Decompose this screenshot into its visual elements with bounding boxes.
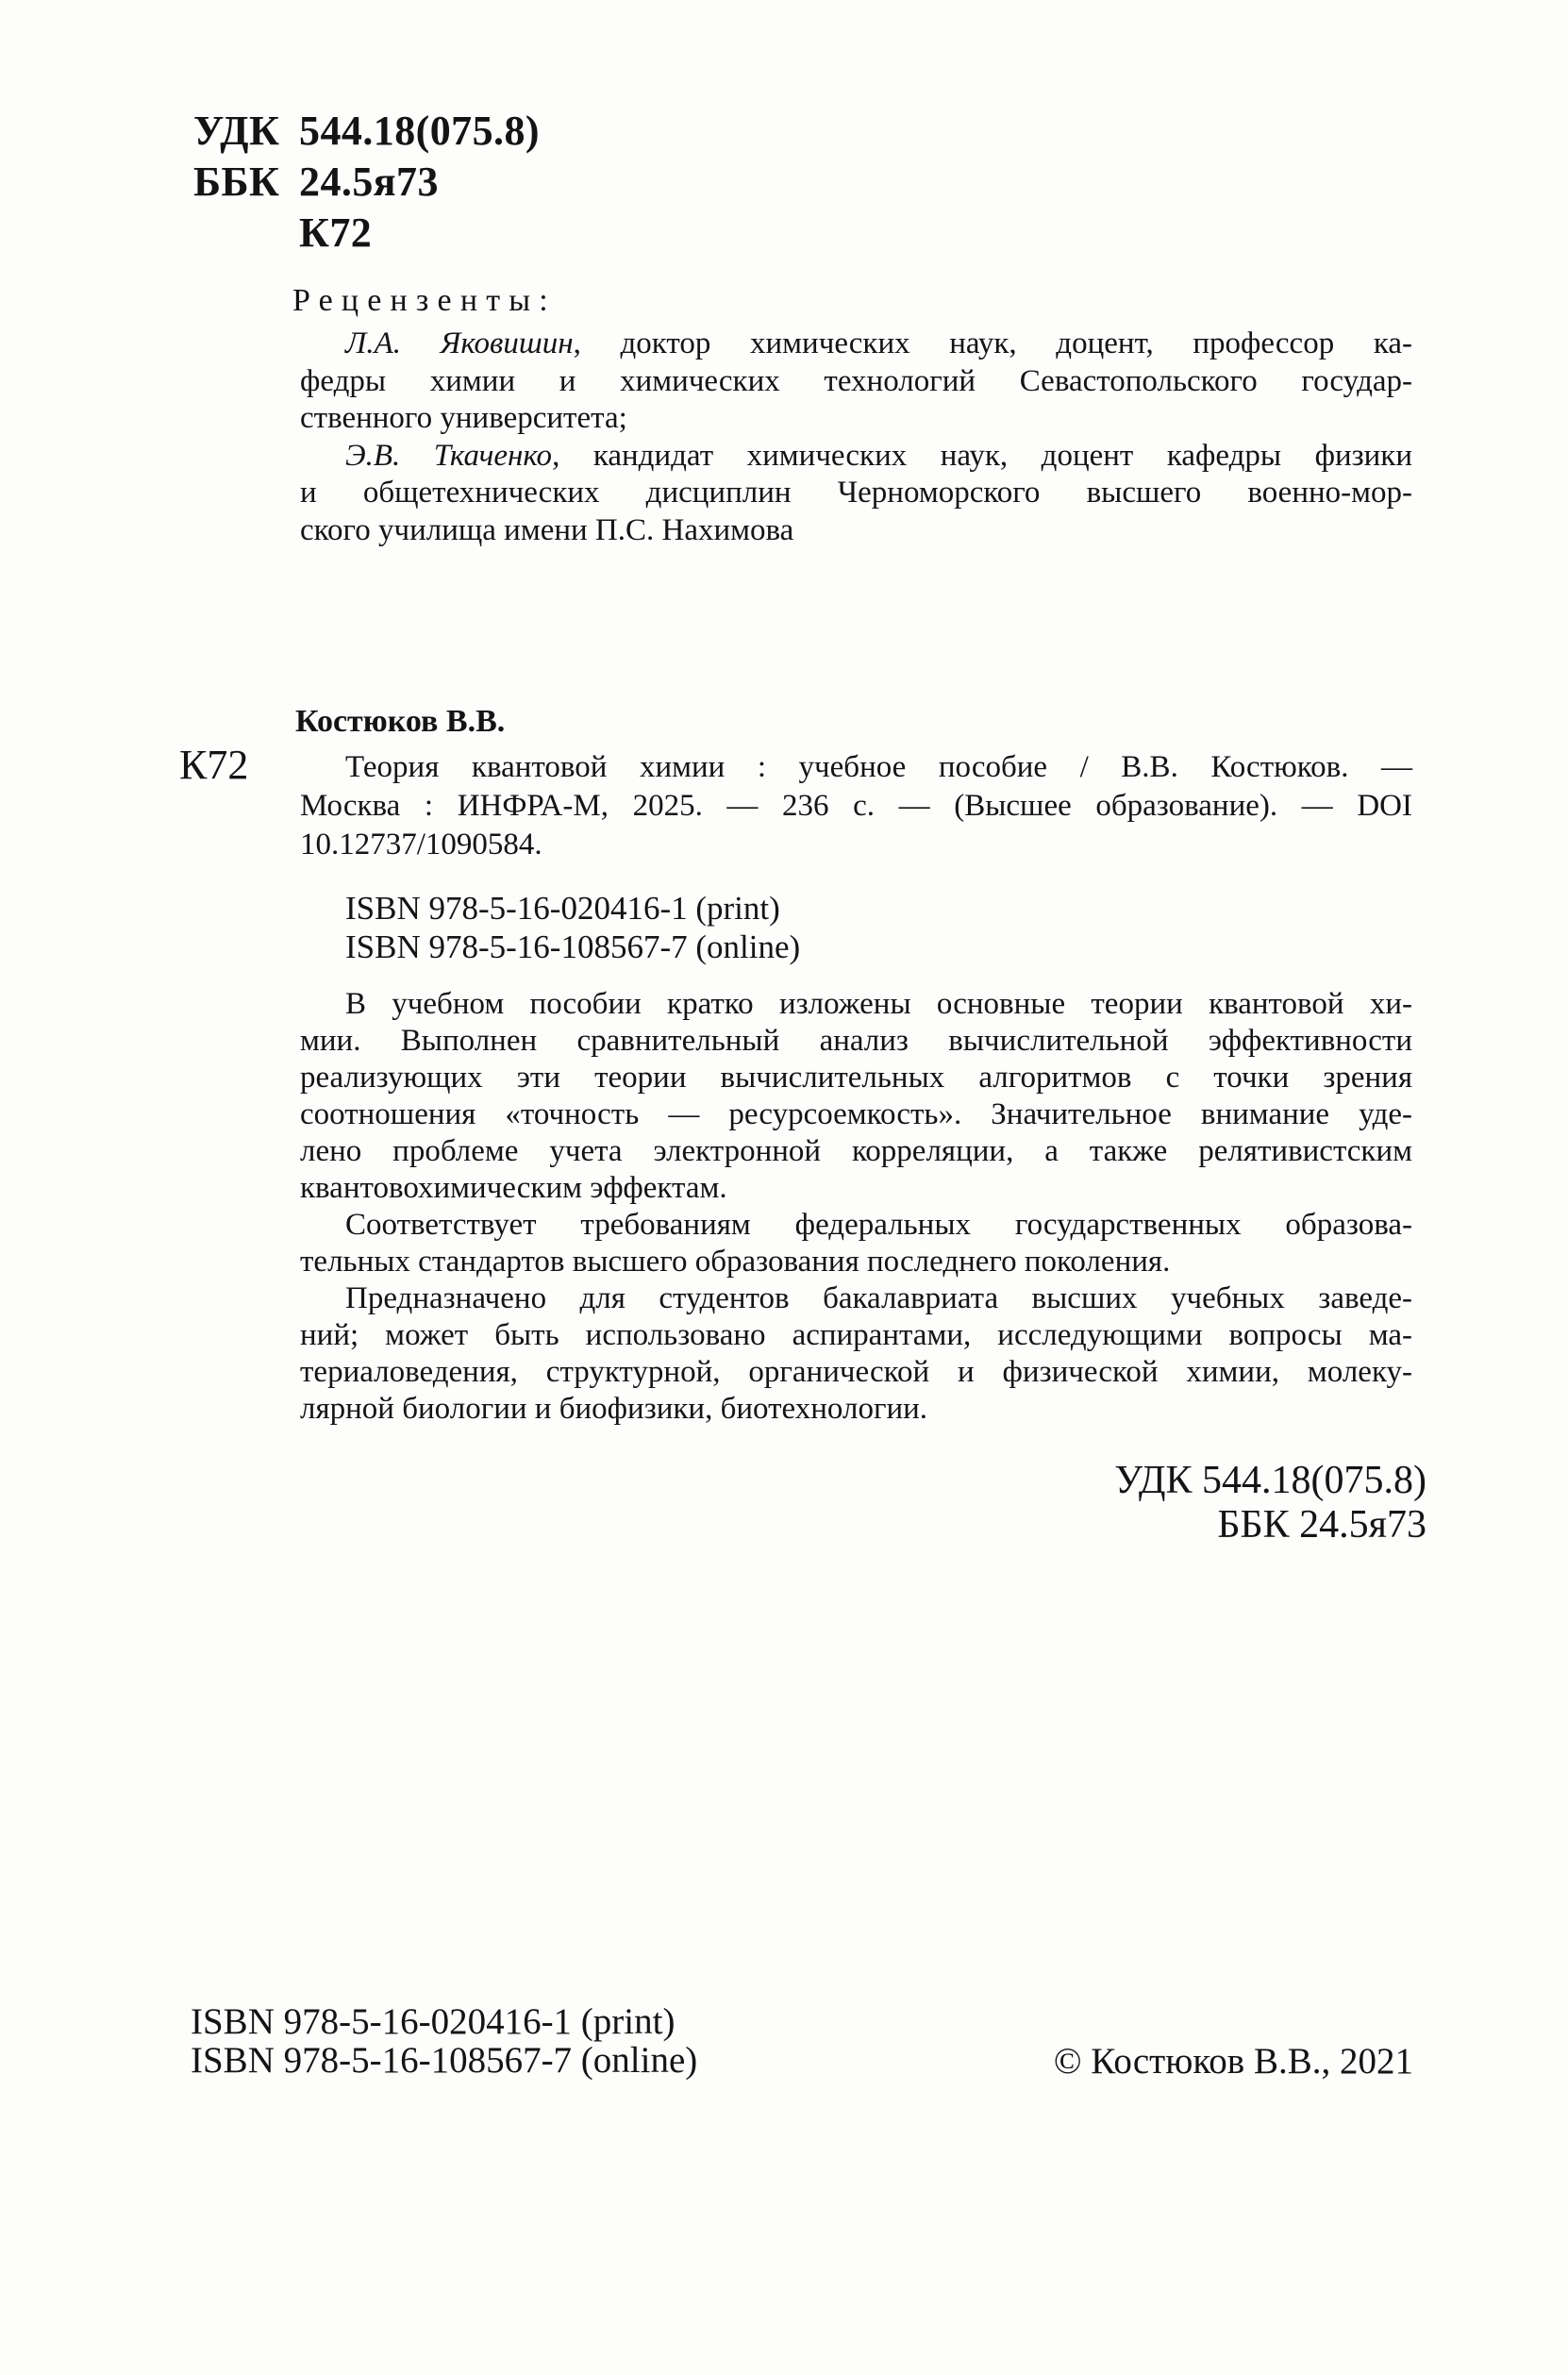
author-mark: К72 bbox=[299, 209, 373, 256]
text-line: квантовохимическим эффектам. bbox=[300, 1171, 727, 1205]
text-line: ISBN 978-5-16-020416-1 (print) bbox=[191, 2001, 676, 2042]
card-isbn-block bbox=[345, 890, 800, 966]
classification-codes-block bbox=[193, 106, 540, 259]
text-line: Л.А. Яковишин, доктор химических наук, доцент, профессор ка- bbox=[345, 326, 1412, 360]
text-line: В учебном пособии кратко изложены основные теории квантовой хи- bbox=[345, 987, 1412, 1021]
paragraph bbox=[300, 326, 1412, 438]
reviewers-heading: Рецензенты: bbox=[292, 283, 557, 318]
udc-bbk-right-block bbox=[1114, 1459, 1426, 1547]
text-line: 10.12737/1090584. bbox=[300, 828, 542, 861]
reviewers-list bbox=[300, 326, 1412, 549]
paragraph bbox=[300, 438, 1412, 550]
footer-isbn-block bbox=[191, 2002, 697, 2080]
text-line: реализующих эти теории вычислительных алгоритмов с точки зрения bbox=[300, 1061, 1412, 1095]
text-line: ISBN 978-5-16-020416-1 (print) bbox=[345, 890, 780, 927]
udc-label: УДК bbox=[193, 108, 280, 154]
bbk-line bbox=[193, 157, 540, 208]
text-line: Предназначено для студентов бакалавриата высших учебных заведе- bbox=[345, 1281, 1412, 1315]
bibliographic-description bbox=[300, 748, 1412, 864]
text-line: ского училища имени П.С. Нахимова bbox=[300, 512, 794, 547]
udc-value: 544.18(075.8) bbox=[299, 108, 541, 154]
paragraph bbox=[300, 1207, 1412, 1280]
text-line: Теория квантовой химии : учебное пособие / В.В. Костюков. — bbox=[345, 750, 1412, 784]
text-line: Москва : ИНФРА-М, 2025. — 236 с. — (Высшее образование). — DOI bbox=[300, 789, 1412, 823]
text-line: Соответствует требованиям федеральных государственных образова- bbox=[345, 1208, 1412, 1242]
text-line: ISBN 978-5-16-108567-7 (online) bbox=[345, 928, 801, 965]
text-line: Э.В. Ткаченко, кандидат химических наук, доцент кафедры физики bbox=[345, 438, 1413, 473]
text-line: ISBN 978-5-16-108567-7 (online) bbox=[191, 2040, 698, 2081]
text-line: лярной биологии и биофизики, биотехнологии. bbox=[300, 1392, 928, 1426]
text-line: тельных стандартов высшего образования последнего поколения. bbox=[300, 1245, 1171, 1279]
text-line: ственного университета; bbox=[300, 401, 627, 435]
card-author-mark: К72 bbox=[179, 742, 249, 788]
text-line: и общетехнических дисциплин Черноморского высшего военно-мор- bbox=[300, 476, 1412, 510]
bbk-value: 24.5я73 bbox=[299, 159, 439, 205]
annotation-block bbox=[300, 986, 1412, 1428]
paragraph bbox=[300, 1280, 1412, 1428]
udc-line bbox=[193, 106, 540, 157]
author-mark-line bbox=[193, 208, 540, 259]
text-line: ний; может быть использовано аспирантами, исследующими вопросы ма- bbox=[300, 1318, 1412, 1352]
text-line: териаловедения, структурной, органической и физической химии, молеку- bbox=[300, 1355, 1412, 1389]
copyright-notice: © Костюков В.В., 2021 bbox=[1053, 2041, 1413, 2082]
text-line: лено проблеме учета электронной корреляции, а также релятивистским bbox=[300, 1134, 1412, 1168]
text-line: мии. Выполнен сравнительный анализ вычислительной эффективности bbox=[300, 1024, 1412, 1058]
bbk-label: ББК bbox=[193, 159, 280, 205]
card-author-heading: Костюков В.В. bbox=[295, 704, 506, 739]
paragraph bbox=[300, 986, 1412, 1207]
udc-right-line: УДК 544.18(075.8) bbox=[1114, 1459, 1426, 1502]
text-line: федры химии и химических технологий Севастопольского государ- bbox=[300, 363, 1412, 398]
bbk-right-line: ББК 24.5я73 bbox=[1217, 1503, 1426, 1547]
text-line: соотношения «точность — ресурсоемкость». Значительное внимание уде- bbox=[300, 1097, 1412, 1131]
